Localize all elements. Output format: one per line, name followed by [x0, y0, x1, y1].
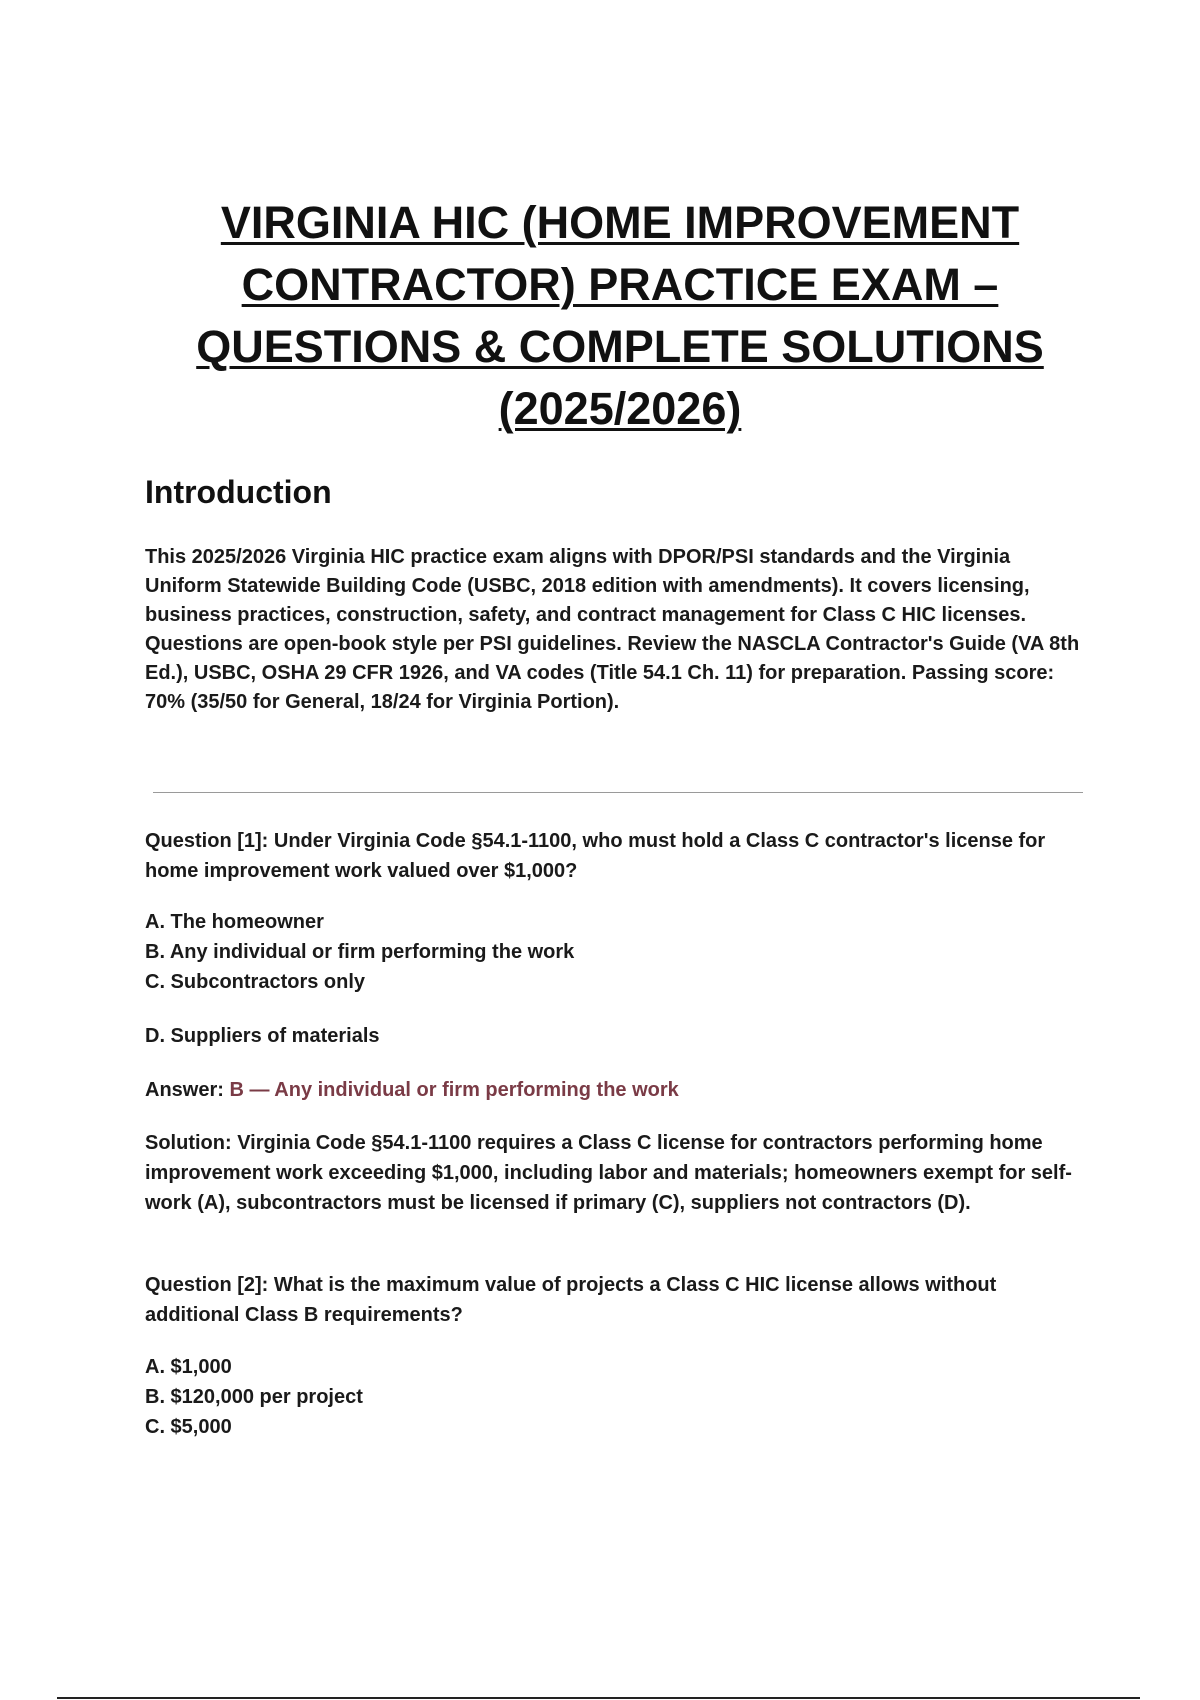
title-line: QUESTIONS & COMPLETE SOLUTIONS — [196, 321, 1044, 372]
title-line: (2025/2026) — [498, 383, 742, 434]
intro-paragraph: This 2025/2026 Virginia HIC practice exam aligns with DPOR/PSI standards and the Virginia Uniform Statewide Building Code (USBC, 2018 edition with amendments). It covers licensing, business practices, construction, safety, and contract management for Class C HIC licenses. Questions are open-book style per PSI guidelines. Review the NASCLA Contractor's Guide (VA 8th Ed.), USBC, OSHA 29 CFR 1926, and VA codes (Title 54.1 Ch. 11) for preparation. Passing score: 70% (35/50 for General, 18/24 for Virginia Portion). — [145, 546, 1080, 713]
question-1-options — [145, 907, 1085, 997]
question-1-answer — [145, 1075, 1095, 1105]
title-line: VIRGINIA HIC (HOME IMPROVEMENT — [220, 197, 1020, 248]
question-1-solution: Solution: Virginia Code §54.1-1100 requires a Class C license for contractors performing home improvement work exceeding $1,000, including labor and materials; homeowners exempt for self-work (A), subcontractors must be licensed if primary (C), suppliers not contractors (D). — [145, 1132, 1072, 1214]
option-d: D. Suppliers of materials — [145, 1025, 380, 1047]
option-c: C. $5,000 — [145, 1416, 232, 1438]
title-line: CONTRACTOR) PRACTICE EXAM – — [241, 259, 999, 310]
option-c: C. Subcontractors only — [145, 971, 366, 993]
option-a: A. The homeowner — [145, 911, 324, 933]
intro-heading: Introduction — [145, 474, 332, 510]
question-2-options — [145, 1352, 1085, 1442]
page-bottom-rule — [57, 1697, 1140, 1699]
section-divider — [153, 792, 1083, 793]
question-1-text: Question [1]: Under Virginia Code §54.1-1100, who must hold a Class C contractor's license for home improvement work valued over $1,000? — [145, 830, 1046, 882]
option-b: B. $120,000 per project — [145, 1386, 363, 1408]
answer-label: Answer: — [145, 1079, 230, 1101]
option-b: B. Any individual or firm performing the work — [145, 941, 575, 963]
document-title — [145, 192, 1095, 440]
question-2-text: Question [2]: What is the maximum value of projects a Class C HIC license allows without additional Class B requirements? — [145, 1274, 997, 1326]
option-a: A. $1,000 — [145, 1356, 232, 1378]
answer-value: B — Any individual or firm performing the work — [229, 1079, 679, 1101]
